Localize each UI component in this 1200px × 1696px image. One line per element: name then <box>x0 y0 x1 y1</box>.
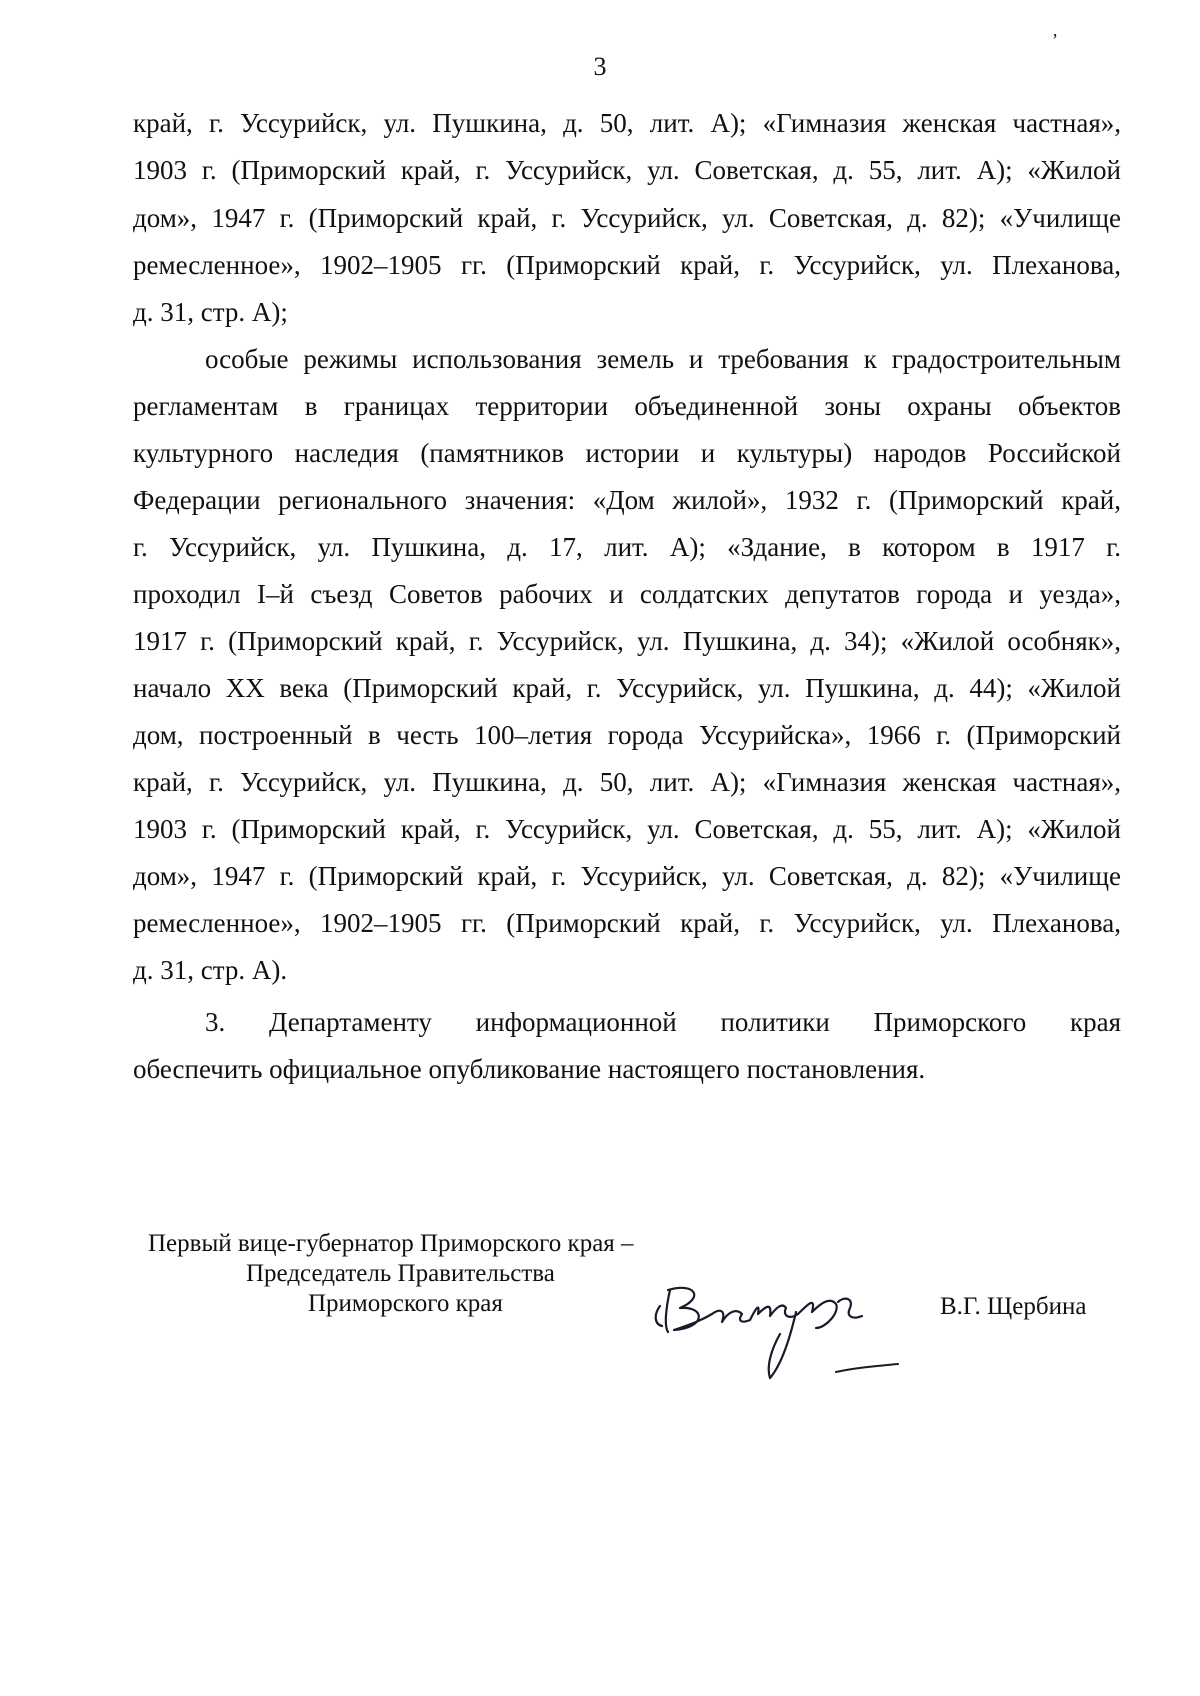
text-line: край, г. Уссурийск, ул. Пушкина, д. 50, лит. А); «Гимназия женская частная», <box>133 767 1121 797</box>
text-line: проходил I–й съезд Советов рабочих и солдатских депутатов города и уезда», <box>133 579 1121 609</box>
text-line: начало XX века (Приморский край, г. Уссурийск, ул. Пушкина, д. 44); «Жилой <box>133 673 1121 703</box>
signer-title-line: Первый вице-губернатор Приморского края – <box>148 1230 634 1257</box>
signer-title-line: Председатель Правительства <box>246 1260 555 1287</box>
text-line: дом», 1947 г. (Приморский край, г. Уссурийск, ул. Советская, д. 82); «Училище <box>133 203 1121 233</box>
text-line: особые режимы использования земель и требования к градостроительным <box>205 344 1121 374</box>
text-line: д. 31, стр. А); <box>133 297 288 327</box>
text-line: 3. Департаменту информационной политики Приморского края <box>205 1007 1121 1037</box>
signer-title-line: Приморского края <box>308 1290 503 1317</box>
text-line: ремесленное», 1902–1905 гг. (Приморский край, г. Уссурийск, ул. Плеханова, <box>133 250 1121 280</box>
text-line: 1903 г. (Приморский край, г. Уссурийск, ул. Советская, д. 55, лит. А); «Жилой <box>133 814 1121 844</box>
corner-mark: ’ <box>1052 30 1058 50</box>
handwritten-signature <box>640 1268 940 1388</box>
text-line: 1917 г. (Приморский край, г. Уссурийск, ул. Пушкина, д. 34); «Жилой особняк», <box>133 626 1121 656</box>
text-line: край, г. Уссурийск, ул. Пушкина, д. 50, лит. А); «Гимназия женская частная», <box>133 108 1121 138</box>
text-line: Федерации регионального значения: «Дом жилой», 1932 г. (Приморский край, <box>133 485 1121 515</box>
text-line: ремесленное», 1902–1905 гг. (Приморский край, г. Уссурийск, ул. Плеханова, <box>133 908 1121 938</box>
text-line: г. Уссурийск, ул. Пушкина, д. 17, лит. А); «Здание, в котором в 1917 г. <box>133 532 1121 562</box>
text-line: дом, построенный в честь 100–летия города Уссурийска», 1966 г. (Приморский <box>133 720 1121 750</box>
page-number: 3 <box>593 52 607 81</box>
text-line: культурного наследия (памятников истории и культуры) народов Российской <box>133 438 1121 468</box>
signer-name: В.Г. Щербина <box>940 1293 1087 1320</box>
text-line: 1903 г. (Приморский край, г. Уссурийск, ул. Советская, д. 55, лит. А); «Жилой <box>133 155 1121 185</box>
text-line: обеспечить официальное опубликование настоящего постановления. <box>133 1054 926 1084</box>
text-line: д. 31, стр. А). <box>133 955 288 985</box>
text-line: регламентам в границах территории объединенной зоны охраны объектов <box>133 391 1121 421</box>
text-line: дом», 1947 г. (Приморский край, г. Уссурийск, ул. Советская, д. 82); «Училище <box>133 861 1121 891</box>
